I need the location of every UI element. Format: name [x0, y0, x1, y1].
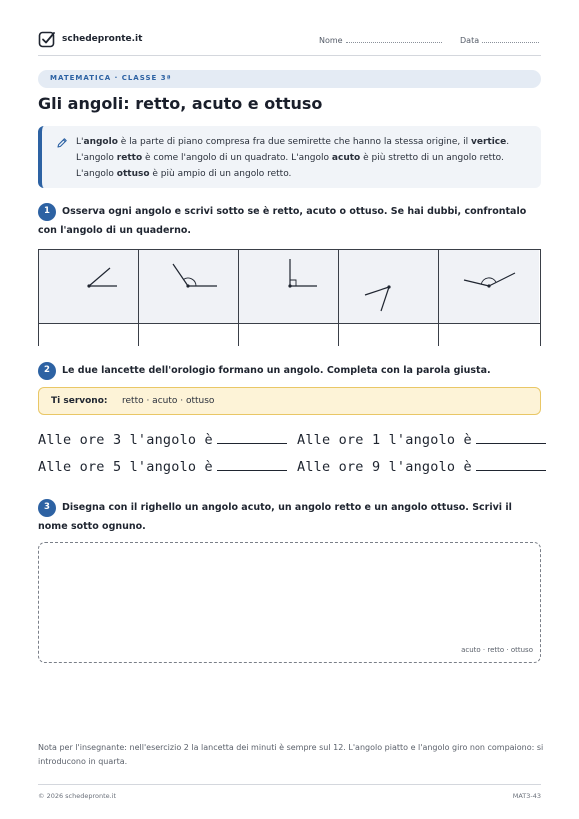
- clock-item-2-text: Alle ore 1 l'angolo è: [297, 432, 472, 448]
- page-title: Gli angoli: retto, acuto e ottuso: [38, 94, 323, 113]
- exercise-3-number: 3: [38, 499, 56, 517]
- angles-table: [38, 249, 541, 346]
- subject-badge-text: MATEMATICA · CLASSE 3ª: [50, 74, 172, 82]
- angle-cell-5: [439, 250, 539, 323]
- subject-badge: [38, 70, 541, 88]
- date-line[interactable]: [482, 35, 539, 43]
- angle-cell-1: [39, 250, 139, 323]
- brand: [38, 30, 142, 48]
- drawing-area-hint: acuto · retto · ottuso: [461, 646, 533, 654]
- answer-cell-5[interactable]: [439, 323, 540, 346]
- exercise-1-number: 1: [38, 203, 56, 221]
- clock-item-1-blank[interactable]: [217, 432, 287, 444]
- exercise-2-number: 2: [38, 362, 56, 380]
- clock-item-1: [38, 432, 287, 448]
- angle-cell-4: [339, 250, 439, 323]
- name-line[interactable]: [346, 35, 442, 43]
- name-field[interactable]: [319, 35, 442, 45]
- checkbox-logo-icon: [38, 30, 56, 48]
- word-bank-words: retto · acuto · ottuso: [122, 396, 215, 406]
- angle-drawing-4: [339, 250, 439, 323]
- answer-cell-3[interactable]: [239, 323, 339, 346]
- clock-item-1-text: Alle ore 3 l'angolo è: [38, 432, 213, 448]
- clock-item-4-text: Alle ore 9 l'angolo è: [297, 459, 472, 475]
- angle-cell-2: [139, 250, 239, 323]
- answer-cell-1[interactable]: [39, 323, 139, 346]
- clock-item-3: [38, 459, 287, 475]
- exercise-2-text: Le due lancette dell'orologio formano un angolo. Completa con la parola giusta.: [62, 365, 491, 376]
- name-label: Nome: [319, 36, 343, 45]
- page-footer: [38, 784, 541, 800]
- angle-drawing-5: [439, 250, 542, 323]
- drawing-area[interactable]: [38, 542, 541, 663]
- clock-item-3-blank[interactable]: [217, 459, 287, 471]
- exercise-3-instruction: [38, 498, 528, 536]
- word-bank-label: Ti servono:: [51, 396, 108, 406]
- answer-cell-2[interactable]: [139, 323, 239, 346]
- definition-text: L'angolo è la parte di piano compresa fra due semirette che hanno la stessa origine, il vertice. L'angolo retto è come l'angolo di un quadrato. L'angolo acuto è più stretto di un angolo retto. L'angolo ottuso è più ampio di un angolo retto.: [76, 137, 510, 179]
- exercise-2-instruction: [38, 361, 541, 380]
- clock-item-3-text: Alle ore 5 l'angolo è: [38, 459, 213, 475]
- date-label: Data: [460, 36, 480, 45]
- pencil-icon: [56, 137, 68, 149]
- clock-item-2-blank[interactable]: [476, 432, 546, 444]
- footer-code: MAT3-43: [512, 792, 541, 800]
- angle-drawing-2: [139, 250, 239, 323]
- answer-cell-4[interactable]: [339, 323, 439, 346]
- teacher-note: Nota per l'insegnante: nell'esercizio 2 la lancetta dei minuti è sempre sul 12. L'angolo piatto e l'angolo giro non compaiono: si introducono in quarta.: [38, 743, 544, 766]
- definition-box: [38, 126, 541, 188]
- clock-item-4: [297, 459, 546, 475]
- angle-drawing-3: [239, 250, 339, 323]
- clock-item-4-blank[interactable]: [476, 459, 546, 471]
- date-field[interactable]: [460, 35, 539, 45]
- clock-item-2: [297, 432, 546, 448]
- page-header: [38, 30, 541, 56]
- angle-cell-3: [239, 250, 339, 323]
- word-bank: [38, 387, 541, 415]
- exercise-1-text: Osserva ogni angolo e scrivi sotto se è retto, acuto o ottuso. Se hai dubbi, confrontalo con l'angolo di un quaderno.: [38, 206, 527, 236]
- angle-drawing-1: [39, 250, 139, 323]
- footer-copyright: © 2026 schedepronte.it: [38, 792, 117, 800]
- exercise-3-text: Disegna con il righello un angolo acuto, un angolo retto e un angolo ottuso. Scrivi il nome sotto ognuno.: [38, 502, 512, 532]
- exercise-1-instruction: [38, 202, 538, 240]
- brand-name: schedepronte.it: [62, 34, 143, 44]
